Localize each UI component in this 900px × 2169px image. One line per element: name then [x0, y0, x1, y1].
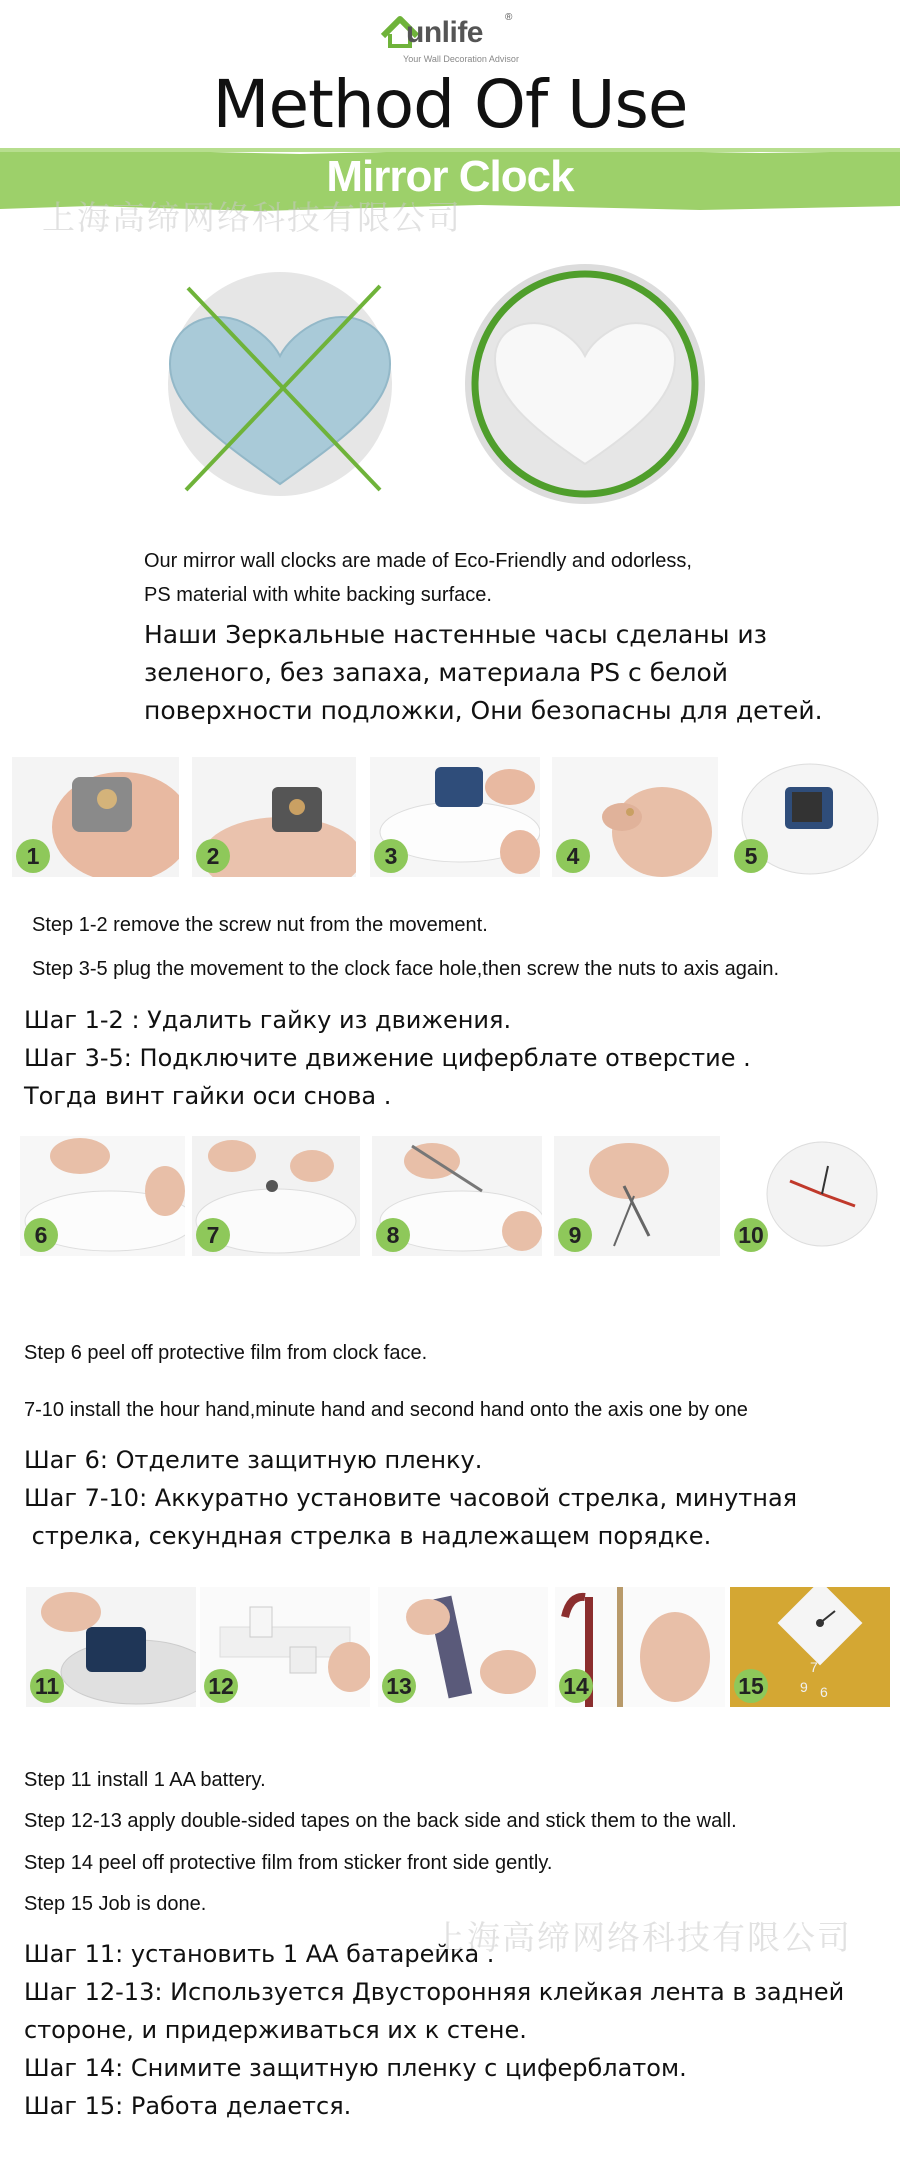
logo-tagline: Your Wall Decoration Advisor [403, 54, 519, 64]
watermark: 上海高缔网络科技有限公司 [432, 1918, 852, 1957]
registered-mark: ® [505, 12, 513, 23]
step-number-badge: 9 [558, 1218, 592, 1252]
step-instruction-english: Step 15 Job is done. [24, 1893, 207, 1915]
step-number-badge: 8 [376, 1218, 410, 1252]
step-number-badge: 14 [559, 1669, 593, 1703]
step-instruction-english: 7-10 install the hour hand,minute hand and second hand onto the axis one by one [24, 1399, 748, 1421]
step-photo-13 [378, 1587, 548, 1707]
page-title: Method Of Use [212, 66, 688, 143]
banner-title: Mirror Clock [326, 152, 574, 201]
intro-russian [144, 616, 823, 730]
svg-text:6: 6 [820, 1684, 828, 1700]
step-photo-5 [730, 757, 880, 877]
step-number-badge: 7 [196, 1218, 230, 1252]
step-instruction-russian: Шаг 12-13: Используется Двусторонняя клейкая лента в задней [24, 1978, 845, 2006]
svg-text:7: 7 [810, 1659, 818, 1675]
step-photo-11 [26, 1587, 196, 1707]
step-instructions-russian [24, 1001, 751, 1115]
step-instructions-russian [24, 1441, 797, 1555]
step-photo-9 [554, 1136, 720, 1256]
white-heart-correct [465, 264, 705, 504]
step-photo-3 [370, 757, 540, 877]
step-instruction-russian: Шаг 7-10: Аккуратно установите часовой стрелка, минутная [24, 1484, 798, 1512]
step-photo-8 [372, 1136, 542, 1256]
step-photo-2 [192, 757, 356, 877]
step-instruction-english: Step 14 peel off protective film from sticker front side gently. [24, 1852, 553, 1874]
svg-text:9: 9 [800, 1679, 808, 1695]
step-number-badge: 15 [734, 1669, 768, 1703]
step-instruction-russian: Шаг 6: Отделите защитную пленку. [24, 1446, 483, 1474]
intro-russian-line: зеленого, без запаха, материала PS с белой [144, 658, 729, 687]
intro-english-line: PS material with white backing surface. [144, 584, 492, 606]
step-instruction-russian: Шаг 15: Работа делается. [24, 2092, 352, 2120]
watermark: 上海高缔网络科技有限公司 [42, 198, 462, 237]
step-number-badge: 1 [16, 839, 50, 873]
intro-russian-line: Наши Зеркальные настенные часы сделаны из [144, 620, 767, 649]
step-instruction-russian: стороне, и придерживаться их к стене. [24, 2016, 527, 2044]
step-instruction-russian: Шаг 11: установить 1 АА батарейка . [24, 1940, 495, 1968]
step-photo-1 [12, 757, 179, 877]
heart-comparison [150, 264, 750, 524]
intro-english-line: Our mirror wall clocks are made of Eco-Friendly and odorless, [144, 550, 692, 572]
step-number-badge: 4 [556, 839, 590, 873]
brand-logo [380, 10, 530, 68]
blue-heart-crossed [168, 272, 392, 496]
step-number-badge: 10 [734, 1218, 768, 1252]
step-instruction-russian: Шаг 1-2 : Удалить гайку из движения. [24, 1006, 512, 1034]
step-photo-14 [555, 1587, 725, 1707]
step-instruction-russian: Шаг 14: Снимите защитную пленку с циферблатом. [24, 2054, 687, 2082]
intro-english [144, 544, 692, 612]
step-number-badge: 6 [24, 1218, 58, 1252]
step-number-badge: 2 [196, 839, 230, 873]
step-photo-6 [20, 1136, 185, 1256]
step-number-badge: 12 [204, 1669, 238, 1703]
step-instruction-english: Step 1-2 remove the screw nut from the movement. [32, 914, 488, 936]
step-instruction-english: Step 12-13 apply double-sided tapes on the back side and stick them to the wall. [24, 1810, 737, 1832]
step-instruction-english: Step 11 install 1 AA battery. [24, 1769, 266, 1791]
step-instruction-russian: стрелка, секундная стрелка в надлежащем порядке. [24, 1522, 712, 1550]
step-instructions-russian [24, 1935, 844, 2125]
step-number-badge: 5 [734, 839, 768, 873]
logo-text: unlife [406, 16, 483, 49]
step-number-badge: 3 [374, 839, 408, 873]
step-photo-4 [552, 757, 718, 877]
step-number-badge: 13 [382, 1669, 416, 1703]
step-instruction-english: Step 6 peel off protective film from clock face. [24, 1342, 428, 1364]
step-number-badge: 11 [30, 1669, 64, 1703]
step-photo-15 [730, 1587, 890, 1707]
intro-russian-line: поверхности подложки, Они безопасны для детей. [144, 696, 823, 725]
step-photo-7 [192, 1136, 360, 1256]
step-photo-10 [730, 1136, 880, 1256]
step-instruction-russian: Тогда винт гайки оси снова . [24, 1082, 392, 1110]
step-instruction-english: Step 3-5 plug the movement to the clock face hole,then screw the nuts to axis again. [32, 958, 780, 980]
step-photo-12 [200, 1587, 370, 1707]
step-instruction-russian: Шаг 3-5: Подключите движение циферблате отверстие . [24, 1044, 751, 1072]
